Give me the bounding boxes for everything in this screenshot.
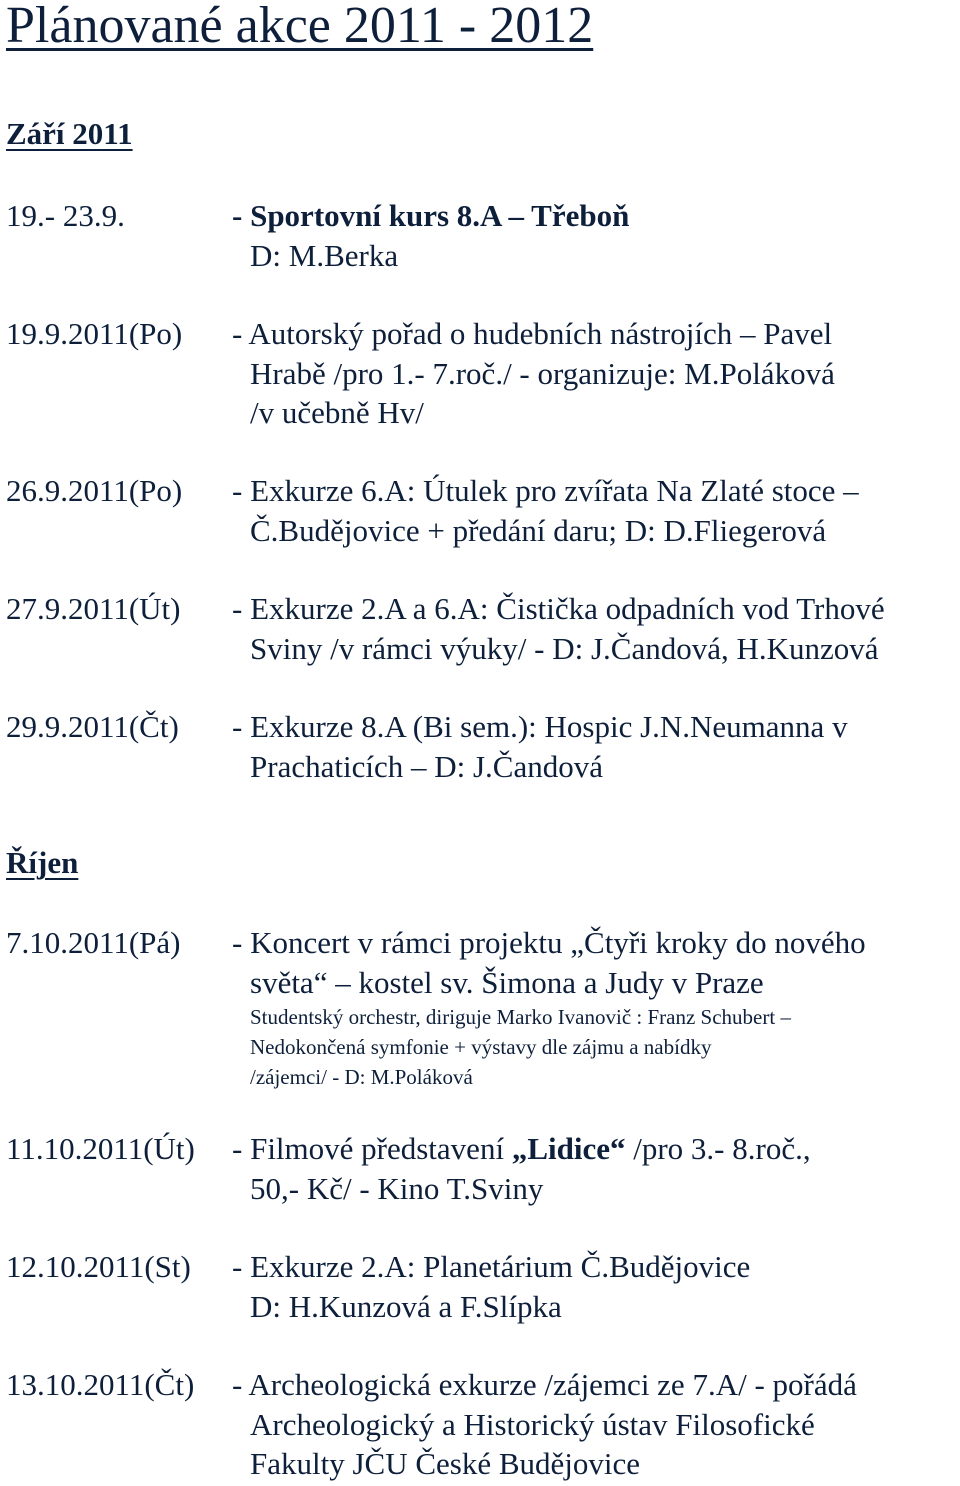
month-heading-october: Říjen [6, 845, 79, 880]
event-line: - Exkurze 2.A: Planetárium Č.Budějovice [232, 1249, 751, 1284]
event-date: 27.9.2011(Út) [6, 591, 181, 626]
event-line: D: H.Kunzová a F.Slípka [250, 1288, 562, 1324]
event-date: 19.9.2011(Po) [6, 316, 183, 351]
event-description [232, 471, 859, 550]
event-note-line: Studentský orchestr, diriguje Marko Ivanovič : Franz Schubert – [250, 1005, 791, 1029]
event-line: 50,- Kč/ - Kino T.Sviny [250, 1170, 544, 1206]
event-line: /v učebně Hv/ [250, 395, 424, 430]
event-line: Hrabě /pro 1.- 7.roč./ - organizuje: M.Poláková [250, 355, 835, 391]
event-description [232, 923, 866, 1092]
event-note-line: Nedokončená symfonie + výstavy dle zájmu a nabídky [250, 1035, 712, 1059]
event-note-line: /zájemci/ - D: M.Poláková [250, 1065, 473, 1089]
event-date: 26.9.2011(Po) [6, 473, 183, 508]
event-date: 29.9.2011(Čt) [6, 709, 179, 744]
event-line: D: M.Berka [250, 237, 399, 273]
event-description [232, 589, 885, 668]
event-line: Fakulty JČU České Budějovice [250, 1446, 641, 1481]
event-date: 19.- 23.9. [6, 198, 125, 233]
event-text: /pro 3.- 8.roč., [625, 1131, 811, 1166]
event-line: Sviny /v rámci výuky/ - D: J.Čandová, H.Kunzová [250, 630, 879, 666]
event-line: - Exkurze 8.A (Bi sem.): Hospic J.N.Neumanna v [232, 709, 848, 744]
event-description [232, 196, 629, 275]
event-line: - Archeologická exkurze /zájemci ze 7.A/ - pořádá [232, 1367, 857, 1402]
event-line: světa“ – kostel sv. Šimona a Judy v Praze [250, 964, 764, 1000]
event-line: - Exkurze 6.A: Útulek pro zvířata Na Zlaté stoce – [232, 473, 859, 508]
event-description [232, 314, 835, 433]
film-title: „Lidice“ [511, 1131, 626, 1166]
event-line: - Exkurze 2.A a 6.A: Čistička odpadních vod Trhové [232, 591, 885, 626]
event-date: 12.10.2011(St) [6, 1249, 191, 1284]
event-text: - Filmové představení [232, 1131, 512, 1166]
event-description [232, 1365, 857, 1484]
event-description [232, 1247, 750, 1326]
event-line: - Autorský pořad o hudebních nástrojích – Pavel [232, 316, 833, 351]
event-line: Č.Budějovice + předání daru; D: D.Fliegerová [250, 512, 827, 548]
event-line: Prachaticích – D: J.Čandová [250, 748, 603, 784]
event-description [232, 707, 848, 786]
event-line: - Sportovní kurs 8.A – Třeboň [232, 198, 630, 233]
event-date: 7.10.2011(Pá) [6, 925, 181, 960]
event-date: 13.10.2011(Čt) [6, 1367, 195, 1402]
event-description [232, 1129, 811, 1208]
event-line [232, 1129, 811, 1169]
event-line: - Koncert v rámci projektu „Čtyři kroky do nového [232, 925, 866, 960]
month-heading-september: Září 2011 [6, 116, 133, 151]
event-line: Archeologický a Historický ústav Filosofické [250, 1406, 815, 1442]
event-date: 11.10.2011(Út) [6, 1131, 195, 1166]
page-title: Plánované akce 2011 - 2012 [6, 0, 594, 54]
